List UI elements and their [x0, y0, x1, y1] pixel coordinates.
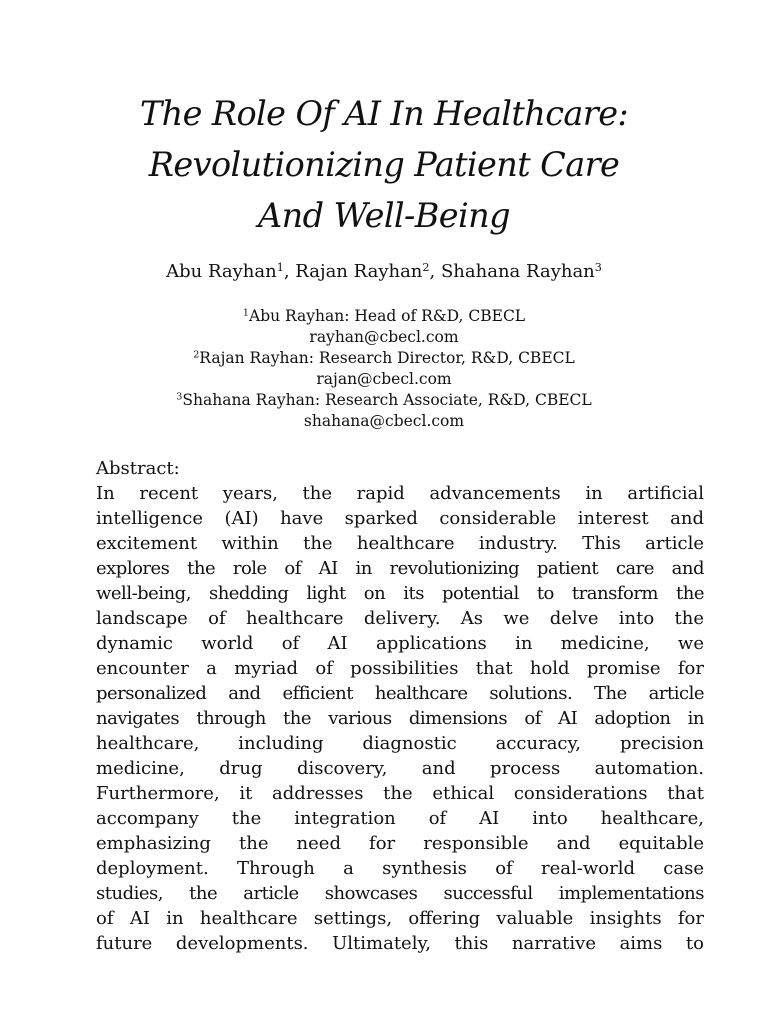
abstract-line: medicine, drug discovery, and process automation. — [96, 758, 704, 779]
abstract-line: healthcare, including diagnostic accuracy, precision — [96, 733, 704, 754]
abstract-heading: Abstract: — [96, 458, 180, 479]
abstract-line: emphasizing the need for responsible and equitable — [96, 833, 704, 854]
affiliation-email: shahana@cbecl.com — [303, 412, 465, 430]
affiliation-email: rayhan@cbecl.com — [309, 328, 459, 346]
author-separator: , — [429, 261, 441, 282]
abstract-line: dynamic world of AI applications in medicine, we — [96, 633, 704, 654]
abstract-line: navigates through the various dimensions of AI adoption in — [96, 708, 704, 729]
author-mark: 2 — [422, 260, 430, 274]
abstract-line: encounter a myriad of possibilities that hold promise for — [96, 658, 704, 679]
title-line: The Role Of AI In Healthcare: — [139, 94, 629, 133]
author-mark: 3 — [594, 260, 602, 274]
affiliation-mark: 3 — [176, 391, 183, 403]
abstract-line: personalized and efficient healthcare solutions. The article — [96, 683, 704, 704]
affiliations — [96, 306, 672, 432]
affiliation-mark: 1 — [242, 307, 249, 319]
title-line: And Well-Being — [258, 196, 510, 235]
abstract-line: future developments. Ultimately, this narrative aims to — [96, 933, 704, 954]
affiliation-line — [96, 348, 672, 369]
affiliation-text: Abu Rayhan: Head of R&D, CBECL — [249, 307, 526, 325]
abstract-line: excitement within the healthcare industry. This article — [96, 533, 704, 554]
author-mark: 1 — [276, 260, 284, 274]
abstract-line: explores the role of AI in revolutionizing patient care and — [96, 558, 704, 579]
affiliation-text: Rajan Rayhan: Research Director, R&D, CBECL — [199, 349, 575, 367]
author-list — [96, 259, 672, 285]
abstract-line: Furthermore, it addresses the ethical considerations that — [96, 783, 704, 804]
title-line: Revolutionizing Patient Care — [148, 145, 620, 184]
abstract-line: landscape of healthcare delivery. As we delve into the — [96, 608, 704, 629]
abstract-line: studies, the article showcases successful implementations — [96, 883, 704, 904]
affiliation-text: Shahana Rayhan: Research Associate, R&D, CBECL — [182, 391, 592, 409]
author-name: Abu Rayhan — [166, 261, 277, 282]
abstract-line: well-being, shedding light on its potential to transform the — [96, 583, 704, 604]
abstract-line: accompany the integration of AI into healthcare, — [96, 808, 704, 829]
abstract-line: of AI in healthcare settings, offering valuable insights for — [96, 908, 704, 929]
abstract-line: intelligence (AI) have sparked considerable interest and — [96, 508, 704, 529]
abstract-line: In recent years, the rapid advancements in artificial — [96, 483, 704, 504]
affiliation-line — [96, 306, 672, 327]
paper-title — [96, 88, 672, 241]
affiliation-email: rajan@cbecl.com — [316, 370, 452, 388]
abstract-line: deployment. Through a synthesis of real-world case — [96, 858, 704, 879]
affiliation-mark: 2 — [193, 349, 200, 361]
abstract-body — [96, 481, 704, 956]
author-name: Rajan Rayhan — [295, 261, 423, 282]
affiliation-line — [96, 390, 672, 411]
author-separator: , — [283, 261, 296, 282]
author-name: Shahana Rayhan — [440, 261, 595, 282]
